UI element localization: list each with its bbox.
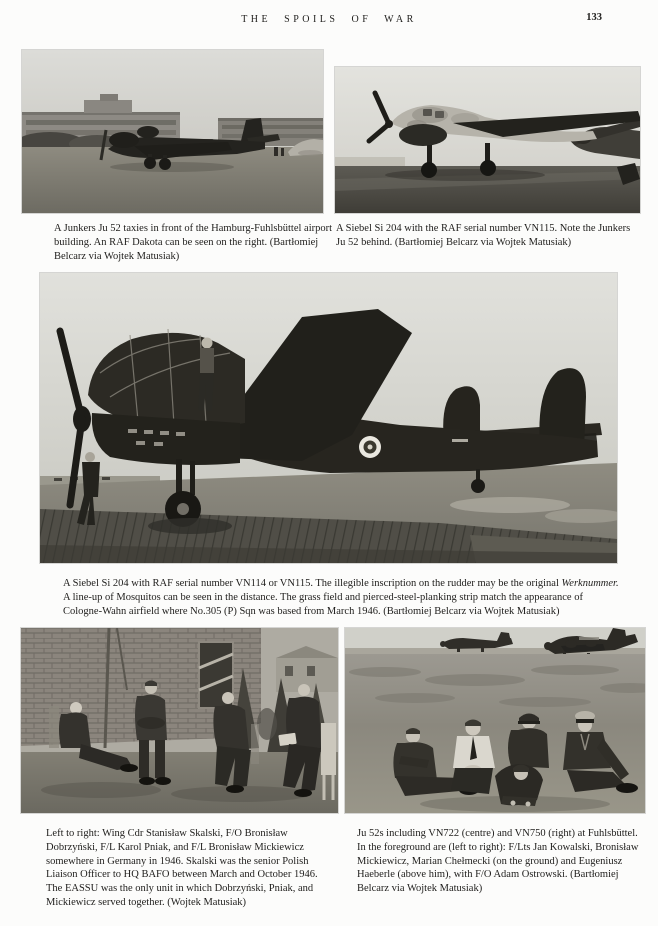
photo-siebel-vn115-art [335,67,640,213]
caption-officers-seated: Left to right: Wing Cdr Stanisław Skalski, F/O Bronisław Dobrzyński, F/L Karol Pniak, and F/L Bronisław Mickiewicz somewhere in Germany in 1946. Skalski was the senior Polish Liaison Officer to HQ BAFO between March and October 1946. The EASSU was the only unit in which Dobrzyński, Pniak, and Mickiewicz served together. (Wojtek Matusiak) [46,828,318,908]
photo-airmen-on-grass [345,628,645,813]
caption-middle-part2: A line-up of Mosquitos can be seen in the distance. The grass field and pierced-steel-planking strip match the appearance of Cologne-Wahn airfield where No.305 (P) Sqn was based from March 1946. (Bartłomiej Belcarz via Wojtek Matusiak) [63,591,583,617]
airman-chelmecki-ground [495,764,543,807]
photo-ju52-taxiing [22,50,323,213]
caption-siebel-psp-strip [63,577,619,618]
caption-middle-part1: A Siebel Si 204 with RAF serial number VN114 or VN115. The illegible inscription on the rudder may be the original [63,578,562,589]
photo-ju52-taxiing-art [22,50,323,213]
caption-ju52-taxiing: A Junkers Ju 52 taxies in front of the Hamburg-Fuhlsbüttel airport building. An RAF Dakota can be seen on the right. (Bartłomiej Belcarz via Wojtek Matusiak) [54,223,333,262]
caption-middle-italic: Werknummer. [561,578,619,589]
photo-siebel-vn115 [335,67,640,213]
caption-siebel-vn115: A Siebel Si 204 with the RAF serial number VN115. Note the Junkers Ju 52 behind. (Bartłomiej Belcarz via Wojtek Matusiak) [336,223,631,248]
photo-siebel-psp-strip [40,273,617,563]
caption-airmen-on-grass: Ju 52s including VN722 (centre) and VN750 (right) at Fuhlsbüttel. In the foreground are (left to right): F/Lts Jan Kowalski, Bronisław Mickiewicz, Marian Chełmecki (on the ground) and Eugeniusz Haeberle (above him), with F/O Adam Ostrowski. (Bartłomiej Belcarz via Wojtek Matusiak) [357,828,639,895]
man-on-wing [198,338,214,412]
page-number: 133 [586,12,602,23]
photo-officers-seated [21,628,338,813]
running-title: THE SPOILS OF WAR [241,14,417,25]
photo-airmen-art [345,628,645,813]
photo-siebel-psp-art [40,273,617,563]
photo-officers-art [21,628,338,813]
